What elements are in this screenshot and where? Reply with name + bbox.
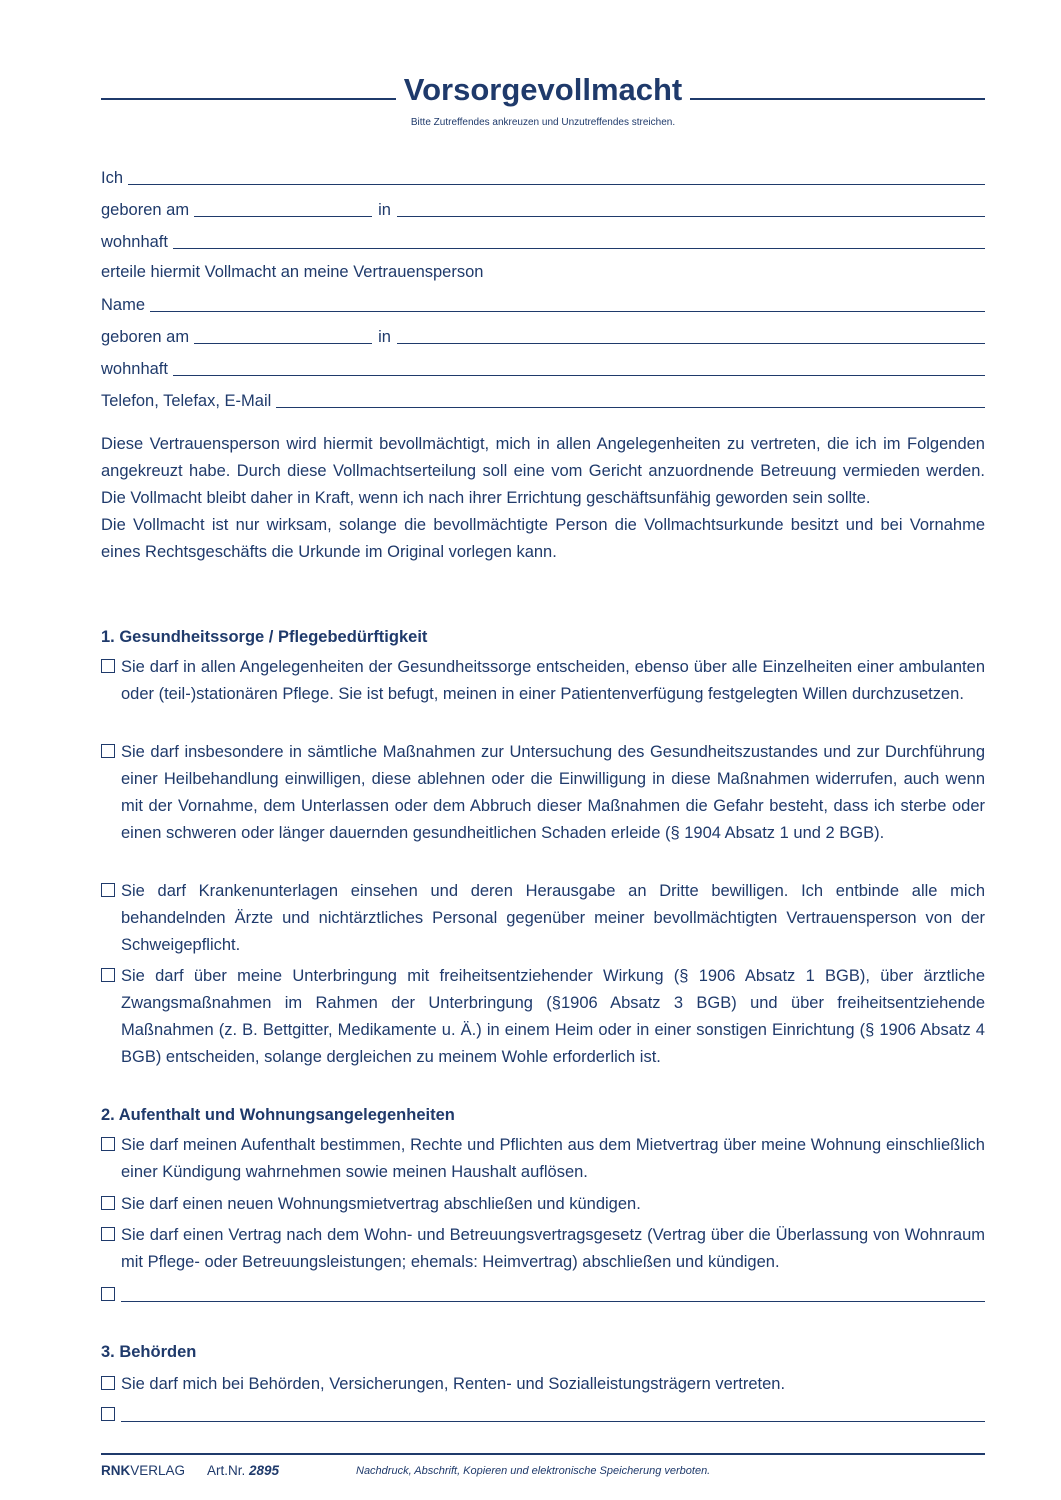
checkbox-item [101,654,985,708]
checkbox[interactable] [101,744,115,758]
copyright-notice: Nachdruck, Abschrift, Kopieren und elektronische Speicherung verboten. [356,1465,711,1477]
title-rule-left [101,98,396,100]
grantor-name-row [101,164,985,188]
instruction-text: Bitte Zutreffendes ankreuzen und Unzutreffendes streichen. [410,117,676,128]
agent-contact-field[interactable] [276,389,985,408]
agent-birth-row [101,323,985,347]
page-title: Vorsorgevollmacht [403,72,683,107]
checkbox-item-text: Sie darf in allen Angelegenheiten der Gesundheitssorge entscheiden, ebenso über alle Einzelheiten einer ambulanten oder (teil-)stationären Pflege. Sie ist befugt, meinen in einer Patientenverfügung festgelegten Willen durchzusetzen. [121,658,985,703]
grantor-birthdate-field[interactable] [194,198,372,217]
grantor-birthplace-label: in [378,201,391,219]
grantor-birthplace-field[interactable] [397,198,985,217]
checkbox[interactable] [101,659,115,673]
checkbox[interactable] [101,1137,115,1151]
grantor-birth-row [101,196,985,220]
checkbox-item-text: Sie darf meinen Aufenthalt bestimmen, Rechte und Pflichten aus dem Mietvertrag über meine Wohnung einschließlich einer Kündigung wahrnehmen sowie meinen Haushalt auflösen. [121,1136,985,1181]
checkbox-item [101,1222,985,1276]
agent-birthplace-field[interactable] [397,325,985,344]
footer [101,1461,985,1481]
grantor-name-label: Ich [101,169,124,187]
agent-birthplace-label: in [378,328,391,346]
agent-birthdate-field[interactable] [194,325,372,344]
custom-entry-field[interactable] [121,1301,985,1302]
checkbox-item-text: Sie darf mich bei Behörden, Versicherungen, Renten- und Sozialleistungsträgern vertreten. [121,1375,786,1393]
checkbox[interactable] [101,883,115,897]
agent-contact-row [101,387,985,411]
article-number-label: Art.Nr. [207,1463,246,1478]
intro-paragraph-1: Diese Vertrauensperson wird hiermit bevollmächtigt, mich in allen Angelegenheiten zu vertreten, die ich im Folgenden angekreuzt habe. Durch diese Vollmachtserteilung soll eine vom Gericht anzuordnende Betreuung vermieden werden. Die Vollmacht bleibt daher in Kraft, wenn ich nach ihrer Errichtung geschäftsunfähig geworden sein sollte. [101,435,985,507]
agent-name-label: Name [101,296,146,314]
section-heading-authorities: 3. Behörden [101,1343,197,1361]
publisher-logo-bold: RNK [101,1463,131,1478]
article-number [207,1461,279,1481]
agent-address-label: wohnhaft [101,360,168,378]
checkbox-item [101,1371,985,1398]
agent-birthdate-label: geboren am [101,328,190,346]
custom-checkbox-item [101,1402,985,1429]
checkbox[interactable] [101,968,115,982]
checkbox[interactable] [101,1227,115,1241]
custom-entry-field[interactable] [121,1421,985,1422]
grantor-address-field[interactable] [173,230,985,249]
footer-divider [101,1453,985,1455]
agent-address-field[interactable] [173,357,985,376]
grant-statement: erteile hiermit Vollmacht an meine Vertrauensperson [101,263,484,281]
section-heading-health: 1. Gesundheitssorge / Pflegebedürftigkeit [101,628,428,646]
checkbox-item-text: Sie darf einen neuen Wohnungsmietvertrag abschließen und kündigen. [121,1195,641,1213]
checkbox-item [101,1191,985,1218]
checkbox-item-text: Sie darf über meine Unterbringung mit freiheitsentziehender Wirkung (§ 1906 Absatz 1 BGB), über ärztliche Zwangsmaßnahmen im Rahmen der Unterbringung (§1906 Absatz 3 BGB) und über freiheitsentziehende Maßnahmen (z. B. Bettgitter, Medikamente u. Ä.) in einem Heim oder in einer sonstigen Einrichtung (§ 1906 Absatz 4 BGB) entscheiden, solange dergleichen zu meinem Wohle erforderlich ist. [121,967,985,1066]
custom-checkbox-item [101,1282,985,1309]
intro-text [101,431,985,566]
grantor-birthdate-label: geboren am [101,201,190,219]
agent-address-row [101,355,985,379]
checkbox-item [101,878,985,959]
document-page [101,0,985,1500]
checkbox[interactable] [101,1287,115,1301]
publisher-logo [101,1461,185,1481]
title-rule-right [690,98,985,100]
checkbox[interactable] [101,1196,115,1210]
agent-name-row [101,291,985,315]
agent-name-field[interactable] [150,293,985,312]
agent-contact-label: Telefon, Telefax, E-Mail [101,392,272,410]
checkbox[interactable] [101,1407,115,1421]
section-heading-residence: 2. Aufenthalt und Wohnungsangelegenheiten [101,1106,455,1124]
checkbox-item [101,963,985,1071]
checkbox-item-text: Sie darf Krankenunterlagen einsehen und deren Herausgabe an Dritte bewilligen. Ich entbinde alle mich behandelnden Ärzte und nichtärztliches Personal gegenüber meiner bevollmächtigten Vertrauensperson von der Schweigepflicht. [121,882,985,954]
checkbox[interactable] [101,1376,115,1390]
checkbox-item [101,739,985,847]
title-row [101,70,985,110]
checkbox-item-text: Sie darf insbesondere in sämtliche Maßnahmen zur Untersuchung des Gesundheitszustandes und zur Durchführung einer Heilbehandlung einwilligen, diese ablehnen oder die Einwilligung in diese Maßnahmen widerrufen, auch wenn mit der Vornahme, dem Unterlassen oder dem Abbruch dieser Maßnahmen die Gefahr besteht, dass ich sterbe oder einen schweren oder länger dauernden gesundheitlichen Schaden erleide (§ 1904 Absatz 1 und 2 BGB). [121,743,985,842]
grantor-name-field[interactable] [128,166,985,185]
intro-paragraph-2: Die Vollmacht ist nur wirksam, solange die bevollmächtigte Person die Vollmachtsurkunde besitzt und bei Vornahme eines Rechtsgeschäfts die Urkunde im Original vorlegen kann. [101,516,985,561]
publisher-logo-rest: VERLAG [130,1463,186,1478]
checkbox-item-text: Sie darf einen Vertrag nach dem Wohn- und Betreuungsvertragsgesetz (Vertrag über die Überlassung von Wohnraum mit Pflege- oder Betreuungsleistungen; ehemals: Heimvertrag) abschließen und kündigen. [121,1226,985,1271]
checkbox-item [101,1132,985,1186]
grantor-address-label: wohnhaft [101,233,168,251]
article-number-value: 2895 [249,1463,280,1478]
grantor-address-row [101,228,985,252]
